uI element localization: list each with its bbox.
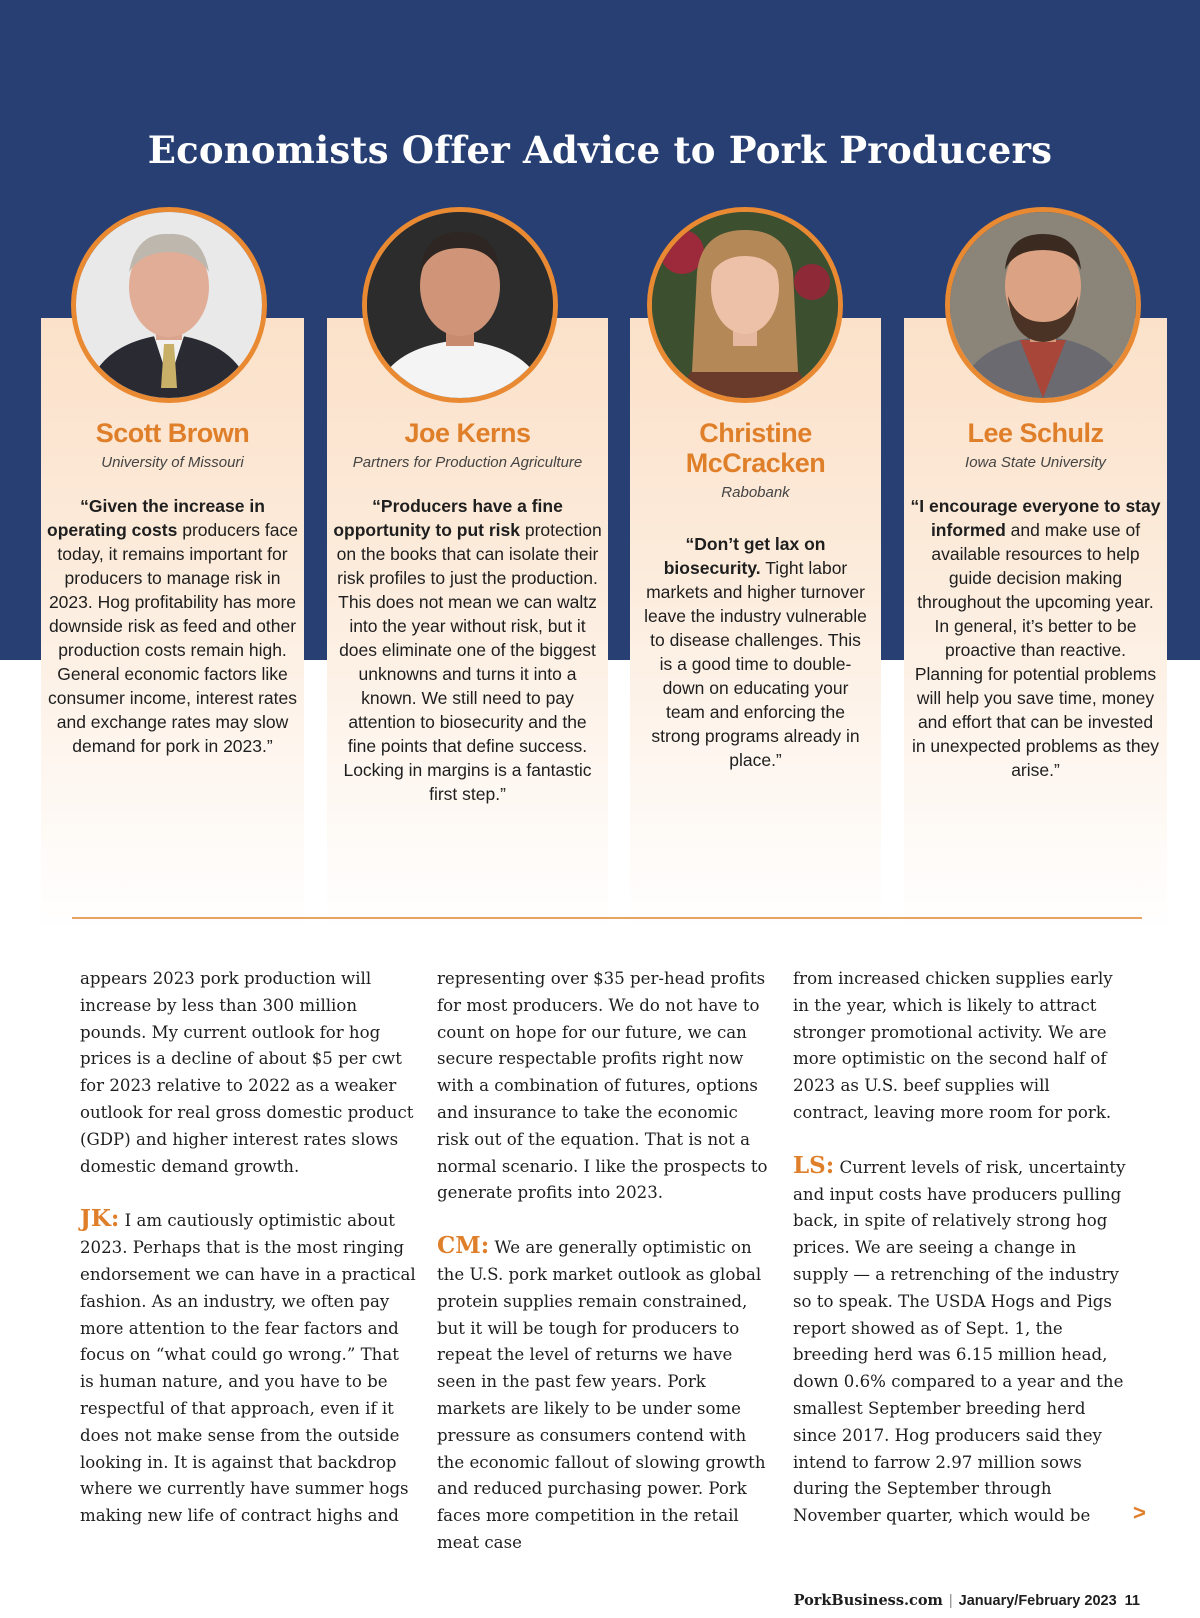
economist-org: Iowa State University xyxy=(965,454,1106,471)
paragraph: representing over $35 per-head profits for most producers. We do not have to count on hope for our future, we can secure respectable profits right now with a combination of futures, options and insurance to take the economic risk out of the equation. That is not a normal scenario. I like the prospects to generate profits into 2023. xyxy=(437,969,768,1203)
quote-lead: “Don’t get lax on biosecurity. xyxy=(663,534,826,578)
section-divider xyxy=(72,917,1142,919)
article-column-3 xyxy=(793,966,1129,1556)
avatar-joe-kerns xyxy=(362,207,558,403)
page-title: Economists Offer Advice to Pork Producers xyxy=(147,128,1053,172)
quote-body: and make use of available resources to help guide decision making throughout the upcoming year. In general, it’s better to be proactive than reactive. Planning for potential problems will help you save time, money and effort that can be invested in unexpected problems as they arise.” xyxy=(911,520,1160,780)
economist-quote xyxy=(910,494,1161,782)
economist-card-lee-schulz xyxy=(904,318,1167,933)
continue-arrow-icon[interactable]: > xyxy=(1133,1500,1146,1525)
paragraph-jk xyxy=(80,1206,416,1530)
economist-name: Christine McCracken xyxy=(685,418,826,478)
quote-body: Tight labor markets and higher turnover leave the industry vulnerable to disease challenges. This is a good time to double-down on educating your team and enforcing the strong programs already in place.” xyxy=(644,558,867,770)
page-number: 11 xyxy=(1124,1593,1140,1609)
article-column-1 xyxy=(80,966,416,1556)
quote-lead: “Producers have a fine opportunity to put risk xyxy=(333,496,563,540)
page-footer xyxy=(794,1592,1140,1610)
quote-body: protection on the books that can isolate their risk profiles to just the production. This does not mean we can waltz into the year without risk, but it does eliminate one of the biggest unknowns and turns it into a known. We still need to pay attention to biosecurity and the fine points that define success. Locking in margins is a fantastic first step.” xyxy=(336,520,602,804)
economist-name: Scott Brown xyxy=(95,418,250,448)
paragraph: from increased chicken supplies early in the year, which is likely to attract stronger promotional activity. We are more optimistic on the second half of 2023 as U.S. beef supplies will contract, leaving more room for pork. xyxy=(793,969,1113,1122)
footer-separator: | xyxy=(948,1593,953,1609)
footer-site: PorkBusiness.com xyxy=(793,1592,943,1609)
speaker-initials: JK: xyxy=(80,1205,120,1233)
avatar-scott-brown xyxy=(71,207,267,403)
economist-quote xyxy=(644,532,867,772)
economist-name: Joe Kerns xyxy=(404,418,531,448)
paragraph-cm xyxy=(437,1233,773,1557)
quote-lead: “I encourage everyone to stay informed xyxy=(910,496,1161,540)
economist-org: Rabobank xyxy=(721,484,790,501)
footer-issue-date: January/February 2023 xyxy=(958,1593,1117,1609)
speaker-initials: CM: xyxy=(437,1232,490,1260)
economist-org: Partners for Production Agriculture xyxy=(352,454,583,471)
paragraph-text: We are generally optimistic on the U.S. pork market outlook as global protein supplies remain constrained, but it will be tough for producers to repeat the level of returns we have seen in the past few years. Pork markets are likely to be under some pressure as consumers contend with the economic fallout of slowing growth and reduced purchasing power. Pork faces more competition in the retail meat case xyxy=(437,1238,766,1552)
economist-name: Lee Schulz xyxy=(967,418,1104,448)
economist-quote xyxy=(333,494,602,806)
article-column-2 xyxy=(437,966,773,1583)
paragraph: appears 2023 pork production will increase by less than 300 million pounds. My current outlook for hog prices is a decline of about $5 per cwt for 2023 relative to 2022 as a weaker outlook for real gross domestic product (GDP) and higher interest rates slows domestic demand growth. xyxy=(80,969,414,1176)
economist-card-scott-brown xyxy=(41,318,304,933)
avatar-christine-mccracken xyxy=(647,207,843,403)
economist-card-joe-kerns xyxy=(327,318,608,933)
economist-org: University of Missouri xyxy=(101,454,244,471)
paragraph-text: Current levels of risk, uncertainty and input costs have producers pulling back, in spite of relatively strong hog prices. We are seeing a change in supply — a retrenching of the industry so to speak. The USDA Hogs and Pigs report showed as of Sept. 1, the breeding herd was 6.15 million head, down 0.6% compared to a year and the smallest September breeding herd since 2017. Hog producers said they intend to farrow 2.97 million sows during the September through November quarter, which would be xyxy=(793,1157,1126,1526)
economist-card-christine-mccracken xyxy=(630,318,881,933)
paragraph-text: I am cautiously optimistic about 2023. Perhaps that is the most ringing endorsement we can have in a practical fashion. As an industry, we often pay more attention to the fear factors and focus on “what could go wrong.” That is human nature, and you have to be respectful of that approach, even if it does not make sense from the outside looking in. It is against that backdrop where we currently have summer hogs making new life of contract highs and xyxy=(80,1211,416,1526)
economist-quote xyxy=(47,494,298,758)
speaker-initials: LS: xyxy=(793,1151,835,1179)
paragraph-ls xyxy=(793,1153,1129,1530)
avatar-lee-schulz xyxy=(945,207,1141,403)
quote-lead: “Given the increase in operating costs xyxy=(47,496,265,540)
quote-body: producers face today, it remains important for producers to manage risk in 2023. Hog profitability has more downside risk as feed and other production costs remain high. General economic factors like consumer income, interest rates and exchange rates may slow demand for pork in 2023.” xyxy=(48,520,298,756)
